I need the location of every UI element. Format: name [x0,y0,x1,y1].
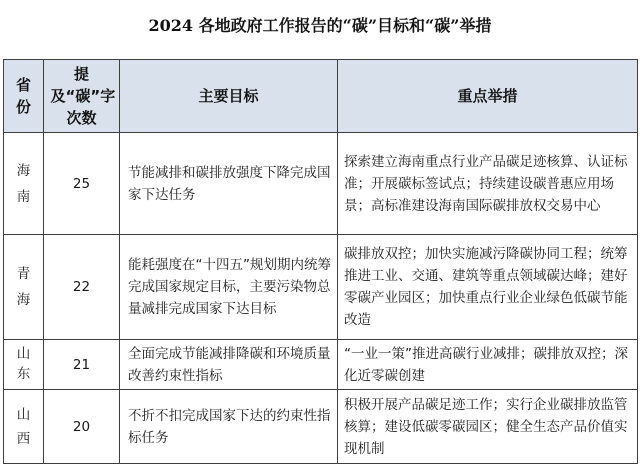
count-cell: 20 [44,390,120,464]
measures-cell: 探索建立海南重点行业产品碳足迹核算、认证标准；开展碳标签试点；持续建设碳普惠应用场景；高标准建设海南国际碳排放权交易中心 [338,133,638,235]
header-province: 省份 [4,60,44,133]
header-count: 提及“碳”字次数 [44,60,120,133]
goal-cell: 能耗强度在“十四五”规划期内统筹完成国家规定目标，主要污染物总量减排完成国家下达目标 [120,235,338,340]
goal-cell: 不折不扣完成国家下达的约束性指标任务 [120,390,338,464]
measures-cell: 碳排放双控；加快实施减污降碳协同工程；统筹推进工业、交通、建筑等重点领域碳达峰；建好零碳产业园区；加快重点行业企业绿色低碳节能改造 [338,235,638,340]
province-cell: 青海 [4,235,44,340]
table-row [4,340,638,390]
carbon-targets-table [3,59,638,464]
province-cell: 海南 [4,133,44,235]
province-cell: 山西 [4,390,44,464]
page-title: 2024 各地政府工作报告的“碳”目标和“碳”举措 [148,15,492,35]
measures-cell: 积极开展产品碳足迹工作；实行企业碳排放监管核算；建设低碳零碳园区；健全生态产品价值实现机制 [338,390,638,464]
header-measures: 重点举措 [338,60,638,133]
measures-cell: “一业一策”推进高碳行业减排；碳排放双控；深化近零碳创建 [338,340,638,390]
goal-cell: 全面完成节能减排降碳和环境质量改善约束性指标 [120,340,338,390]
count-cell: 21 [44,340,120,390]
count-cell: 22 [44,235,120,340]
count-cell: 25 [44,133,120,235]
table-header-row [4,60,638,133]
table-row [4,133,638,235]
table-row [4,235,638,340]
province-cell: 山东 [4,340,44,390]
header-goal: 主要目标 [120,60,338,133]
table-row [4,390,638,464]
goal-cell: 节能减排和碳排放强度下降完成国家下达任务 [120,133,338,235]
